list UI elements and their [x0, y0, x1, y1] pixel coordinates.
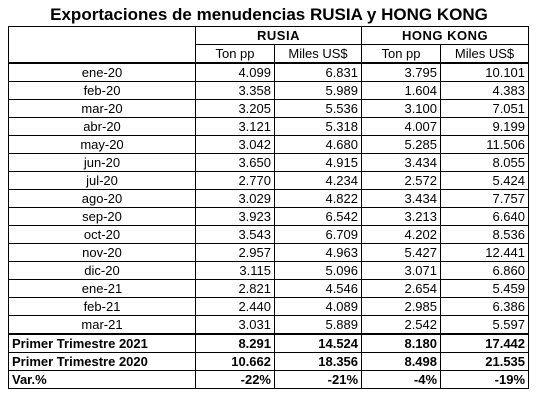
summary-row [9, 371, 529, 389]
value-cell: 4.680 [275, 136, 362, 154]
row-label: Primer Trimestre 2021 [9, 334, 196, 353]
month-row [9, 190, 529, 208]
value-cell: 10.662 [196, 353, 275, 371]
subheader-hk-usd: Miles US$ [441, 45, 529, 64]
row-label: Primer Trimestre 2020 [9, 353, 196, 371]
exports-table [8, 26, 529, 389]
value-cell: 12.441 [441, 244, 529, 262]
value-cell: 6.831 [275, 63, 362, 82]
value-cell: 5.424 [441, 172, 529, 190]
value-cell: 3.071 [362, 262, 441, 280]
value-cell: 3.650 [196, 154, 275, 172]
corner-cell [9, 27, 196, 45]
value-cell: 7.051 [441, 100, 529, 118]
value-cell: -4% [362, 371, 441, 389]
value-cell: 3.543 [196, 226, 275, 244]
value-cell: 3.358 [196, 82, 275, 100]
row-label: mar-20 [9, 100, 196, 118]
value-cell: 8.536 [441, 226, 529, 244]
subheader-rusia-ton: Ton pp [196, 45, 275, 64]
value-cell: 3.100 [362, 100, 441, 118]
value-cell: 5.427 [362, 244, 441, 262]
value-cell: 2.985 [362, 298, 441, 316]
value-cell: 6.640 [441, 208, 529, 226]
value-cell: 3.795 [362, 63, 441, 82]
value-cell: 8.055 [441, 154, 529, 172]
month-row [9, 100, 529, 118]
value-cell: 4.822 [275, 190, 362, 208]
value-cell: 6.386 [441, 298, 529, 316]
subheader-hk-ton: Ton pp [362, 45, 441, 64]
value-cell: -22% [196, 371, 275, 389]
month-row [9, 82, 529, 100]
value-cell: -19% [441, 371, 529, 389]
month-row [9, 136, 529, 154]
value-cell: 8.498 [362, 353, 441, 371]
row-label: mar-21 [9, 316, 196, 335]
value-cell: 3.205 [196, 100, 275, 118]
value-cell: 5.285 [362, 136, 441, 154]
value-cell: 18.356 [275, 353, 362, 371]
month-row [9, 63, 529, 82]
row-label: dic-20 [9, 262, 196, 280]
value-cell: 14.524 [275, 334, 362, 353]
value-cell: 5.318 [275, 118, 362, 136]
month-row [9, 208, 529, 226]
month-row [9, 118, 529, 136]
value-cell: 5.597 [441, 316, 529, 335]
value-cell: 6.542 [275, 208, 362, 226]
summary-row [9, 353, 529, 371]
value-cell: 2.440 [196, 298, 275, 316]
value-cell: 2.957 [196, 244, 275, 262]
value-cell: 2.654 [362, 280, 441, 298]
month-row [9, 226, 529, 244]
row-label: abr-20 [9, 118, 196, 136]
value-cell: 5.536 [275, 100, 362, 118]
value-cell: 10.101 [441, 63, 529, 82]
value-cell: 5.989 [275, 82, 362, 100]
value-cell: 2.821 [196, 280, 275, 298]
month-row [9, 280, 529, 298]
value-cell: 8.180 [362, 334, 441, 353]
row-label: oct-20 [9, 226, 196, 244]
row-label: jul-20 [9, 172, 196, 190]
value-cell: 2.572 [362, 172, 441, 190]
subheader-rusia-usd: Miles US$ [275, 45, 362, 64]
month-row [9, 316, 529, 335]
subheader-row [9, 45, 529, 64]
value-cell: 6.709 [275, 226, 362, 244]
month-row [9, 298, 529, 316]
month-row [9, 244, 529, 262]
value-cell: 4.546 [275, 280, 362, 298]
value-cell: 3.121 [196, 118, 275, 136]
value-cell: 4.202 [362, 226, 441, 244]
month-row [9, 154, 529, 172]
value-cell: 4.007 [362, 118, 441, 136]
value-cell: 3.115 [196, 262, 275, 280]
value-cell: 3.923 [196, 208, 275, 226]
value-cell: 5.096 [275, 262, 362, 280]
row-label: ene-21 [9, 280, 196, 298]
corner-cell-lower [9, 45, 196, 64]
value-cell: 2.770 [196, 172, 275, 190]
value-cell: 5.459 [441, 280, 529, 298]
row-label: feb-21 [9, 298, 196, 316]
group-header-rusia: RUSIA [196, 27, 362, 45]
value-cell: 4.963 [275, 244, 362, 262]
summary-row [9, 334, 529, 353]
value-cell: 3.434 [362, 154, 441, 172]
value-cell: 4.234 [275, 172, 362, 190]
row-label: jun-20 [9, 154, 196, 172]
value-cell: -21% [275, 371, 362, 389]
table-title: Exportaciones de menudencias RUSIA y HONG KONG [50, 5, 488, 24]
value-cell: 4.089 [275, 298, 362, 316]
month-row [9, 172, 529, 190]
value-cell: 17.442 [441, 334, 529, 353]
value-cell: 9.199 [441, 118, 529, 136]
group-header-hongkong: HONG KONG [362, 27, 529, 45]
value-cell: 6.860 [441, 262, 529, 280]
group-header-row [9, 27, 529, 45]
month-row [9, 262, 529, 280]
value-cell: 2.542 [362, 316, 441, 335]
row-label: Var.% [9, 371, 196, 389]
value-cell: 11.506 [441, 136, 529, 154]
value-cell: 8.291 [196, 334, 275, 353]
value-cell: 21.535 [441, 353, 529, 371]
value-cell: 3.029 [196, 190, 275, 208]
row-label: sep-20 [9, 208, 196, 226]
value-cell: 7.757 [441, 190, 529, 208]
value-cell: 3.434 [362, 190, 441, 208]
value-cell: 4.099 [196, 63, 275, 82]
value-cell: 4.915 [275, 154, 362, 172]
value-cell: 1.604 [362, 82, 441, 100]
value-cell: 3.042 [196, 136, 275, 154]
value-cell: 3.213 [362, 208, 441, 226]
row-label: ago-20 [9, 190, 196, 208]
row-label: nov-20 [9, 244, 196, 262]
value-cell: 3.031 [196, 316, 275, 335]
value-cell: 5.889 [275, 316, 362, 335]
value-cell: 4.383 [441, 82, 529, 100]
row-label: may-20 [9, 136, 196, 154]
row-label: ene-20 [9, 63, 196, 82]
row-label: feb-20 [9, 82, 196, 100]
